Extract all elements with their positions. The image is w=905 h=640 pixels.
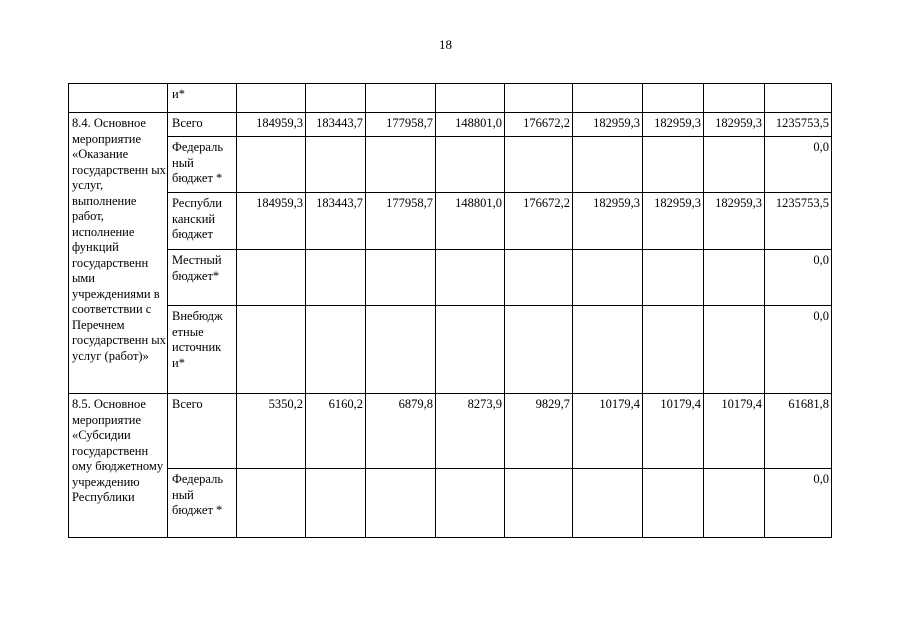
value-cell: 182959,3 xyxy=(704,193,765,250)
value-cell xyxy=(704,306,765,394)
value-cell: 182959,3 xyxy=(643,193,704,250)
value-cell: 10179,4 xyxy=(643,394,704,469)
activity-cell: 8.5. Основное мероприятие «Субсидии государственн ому бюджетному учреждению Республики xyxy=(69,394,168,538)
value-cell: 5350,2 xyxy=(237,394,306,469)
value-cell xyxy=(306,137,366,193)
funding-source-cell: Федераль ный бюджет * xyxy=(168,469,237,538)
table-row xyxy=(69,113,832,137)
table-row xyxy=(69,394,832,469)
value-cell xyxy=(436,306,505,394)
value-cell: 182959,3 xyxy=(573,113,643,137)
value-cell xyxy=(643,137,704,193)
value-cell xyxy=(505,84,573,113)
total-value-cell: 61681,8 xyxy=(765,394,832,469)
value-cell xyxy=(704,250,765,306)
value-cell xyxy=(237,137,306,193)
value-cell: 9829,7 xyxy=(505,394,573,469)
value-cell: 176672,2 xyxy=(505,193,573,250)
total-value-cell: 0,0 xyxy=(765,250,832,306)
value-cell xyxy=(573,250,643,306)
funding-source-cell: Всего xyxy=(168,113,237,137)
value-cell xyxy=(306,84,366,113)
value-cell xyxy=(366,84,436,113)
total-value-cell: 1235753,5 xyxy=(765,193,832,250)
table-row xyxy=(69,193,832,250)
value-cell xyxy=(573,137,643,193)
value-cell xyxy=(366,137,436,193)
value-cell: 183443,7 xyxy=(306,113,366,137)
value-cell: 182959,3 xyxy=(704,113,765,137)
value-cell xyxy=(505,306,573,394)
page-number: 18 xyxy=(439,37,452,52)
total-value-cell: 0,0 xyxy=(765,306,832,394)
value-cell: 6160,2 xyxy=(306,394,366,469)
value-cell: 10179,4 xyxy=(573,394,643,469)
value-cell: 184959,3 xyxy=(237,193,306,250)
value-cell xyxy=(643,306,704,394)
value-cell: 183443,7 xyxy=(306,193,366,250)
total-value-cell: 0,0 xyxy=(765,469,832,538)
value-cell: 6879,8 xyxy=(366,394,436,469)
value-cell xyxy=(436,250,505,306)
value-cell: 148801,0 xyxy=(436,193,505,250)
value-cell: 182959,3 xyxy=(643,113,704,137)
value-cell: 184959,3 xyxy=(237,113,306,137)
value-cell xyxy=(366,250,436,306)
value-cell xyxy=(765,84,832,113)
value-cell xyxy=(505,137,573,193)
value-cell: 177958,7 xyxy=(366,113,436,137)
value-cell xyxy=(643,469,704,538)
funding-source-cell: Местный бюджет* xyxy=(168,250,237,306)
value-cell xyxy=(704,137,765,193)
value-cell xyxy=(505,469,573,538)
value-cell xyxy=(573,84,643,113)
value-cell xyxy=(237,306,306,394)
value-cell xyxy=(704,84,765,113)
value-cell xyxy=(573,306,643,394)
activity-cell xyxy=(69,84,168,113)
table-row xyxy=(69,137,832,193)
value-cell xyxy=(306,250,366,306)
value-cell xyxy=(436,469,505,538)
table-row xyxy=(69,469,832,538)
value-cell xyxy=(306,469,366,538)
value-cell xyxy=(643,250,704,306)
value-cell: 10179,4 xyxy=(704,394,765,469)
budget-table-body xyxy=(69,84,832,538)
funding-source-cell: и* xyxy=(168,84,237,113)
table-row xyxy=(69,84,832,113)
value-cell xyxy=(436,84,505,113)
total-value-cell: 0,0 xyxy=(765,137,832,193)
value-cell: 8273,9 xyxy=(436,394,505,469)
value-cell xyxy=(306,306,366,394)
budget-table xyxy=(68,83,832,538)
value-cell xyxy=(366,469,436,538)
value-cell: 148801,0 xyxy=(436,113,505,137)
value-cell xyxy=(573,469,643,538)
funding-source-cell: Федераль ный бюджет * xyxy=(168,137,237,193)
value-cell xyxy=(505,250,573,306)
value-cell xyxy=(704,469,765,538)
total-value-cell: 1235753,5 xyxy=(765,113,832,137)
value-cell: 182959,3 xyxy=(573,193,643,250)
value-cell xyxy=(366,306,436,394)
value-cell xyxy=(237,84,306,113)
funding-source-cell: Внебюдж етные источник и* xyxy=(168,306,237,394)
table-row xyxy=(69,306,832,394)
value-cell xyxy=(237,250,306,306)
funding-source-cell: Всего xyxy=(168,394,237,469)
value-cell xyxy=(436,137,505,193)
value-cell: 176672,2 xyxy=(505,113,573,137)
activity-cell: 8.4. Основное мероприятие «Оказание государственн ых услуг, выполнение работ, исполнение функций государственн ыми учреждениями в соответствии с Перечнем государственн ых услуг (работ)» xyxy=(69,113,168,394)
value-cell xyxy=(643,84,704,113)
funding-source-cell: Республи канский бюджет xyxy=(168,193,237,250)
table-row xyxy=(69,250,832,306)
value-cell xyxy=(237,469,306,538)
value-cell: 177958,7 xyxy=(366,193,436,250)
